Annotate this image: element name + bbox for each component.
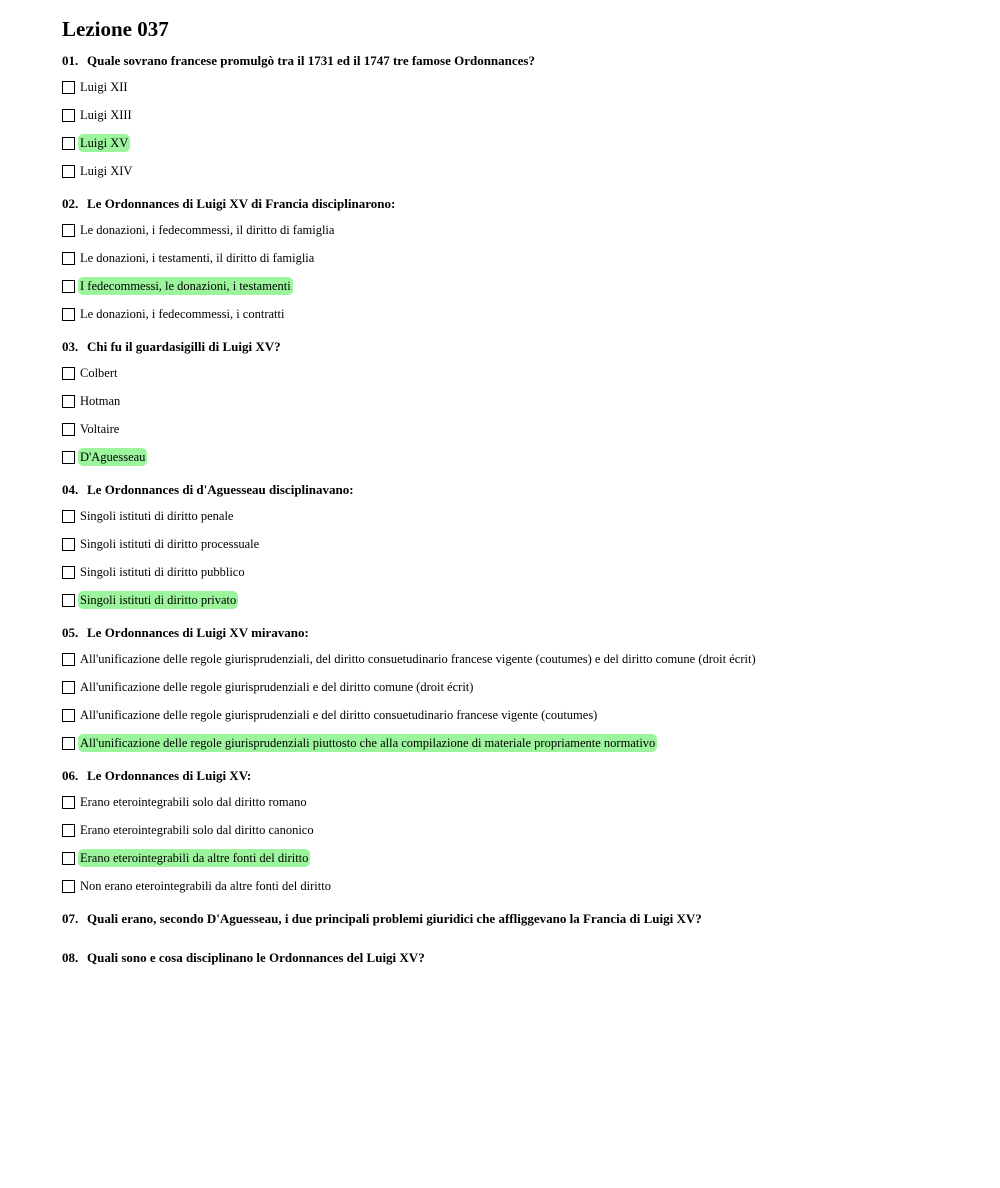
question-block	[62, 53, 982, 181]
answer-label: Singoli istituti di diritto penale	[80, 509, 234, 523]
answer-option[interactable]	[62, 220, 982, 240]
answer-option[interactable]	[62, 534, 982, 554]
question-number: 08.	[62, 950, 79, 965]
answer-checkbox[interactable]	[62, 594, 75, 607]
answer-label: Le donazioni, i testamenti, il diritto di famiglia	[80, 251, 315, 265]
answer-option[interactable]	[62, 248, 982, 268]
answer-checkbox[interactable]	[62, 81, 75, 94]
answer-option[interactable]	[62, 792, 982, 812]
answer-option[interactable]	[62, 848, 982, 868]
answer-checkbox[interactable]	[62, 681, 75, 694]
answer-label: Erano eterointegrabili solo dal diritto canonico	[80, 823, 314, 837]
answer-label: All'unificazione delle regole giurisprudenziali e del diritto comune (droit écrit)	[80, 680, 474, 694]
answer-option[interactable]	[62, 161, 982, 181]
answer-option[interactable]	[62, 876, 982, 896]
answer-checkbox[interactable]	[62, 423, 75, 436]
answer-option[interactable]	[62, 590, 982, 610]
question-heading	[62, 53, 982, 69]
answer-label: Luigi XIV	[80, 164, 133, 178]
question-number: 04.	[62, 482, 79, 497]
correct-answer-label: I fedecommessi, le donazioni, i testamenti	[80, 279, 291, 293]
answer-label: Singoli istituti di diritto processuale	[80, 537, 260, 551]
question-block	[62, 339, 982, 467]
answer-option[interactable]	[62, 77, 982, 97]
question-heading	[62, 950, 982, 966]
answer-label: Luigi XII	[80, 80, 128, 94]
answer-label: Voltaire	[80, 422, 120, 436]
answer-checkbox[interactable]	[62, 510, 75, 523]
question-text: Quale sovrano francese promulgò tra il 1731 ed il 1747 tre famose Ordonnances?	[87, 53, 535, 68]
answer-label: Non erano eterointegrabili da altre fonti del diritto	[80, 879, 331, 893]
open-question-list	[62, 911, 982, 966]
answer-checkbox[interactable]	[62, 737, 75, 750]
question-text: Quali erano, secondo D'Aguesseau, i due principali problemi giuridici che affliggevano la Francia di Luigi XV?	[87, 911, 702, 926]
question-number: 01.	[62, 53, 79, 68]
question-text: Le Ordonnances di Luigi XV di Francia disciplinarono:	[87, 196, 396, 211]
answer-checkbox[interactable]	[62, 653, 75, 666]
answer-checkbox[interactable]	[62, 165, 75, 178]
answer-option[interactable]	[62, 419, 982, 439]
question-heading	[62, 625, 982, 641]
answer-option[interactable]	[62, 447, 982, 467]
answer-checkbox[interactable]	[62, 852, 75, 865]
question-number: 06.	[62, 768, 79, 783]
answer-checkbox[interactable]	[62, 367, 75, 380]
answer-option[interactable]	[62, 649, 982, 669]
answer-label: All'unificazione delle regole giurisprudenziali, del diritto consuetudinario francese vigente (coutumes) e del diritto comune (droit écrit)	[80, 652, 756, 666]
correct-answer-label: Luigi XV	[80, 136, 129, 150]
question-number: 03.	[62, 339, 79, 354]
answer-checkbox[interactable]	[62, 308, 75, 321]
answer-label: Singoli istituti di diritto pubblico	[80, 565, 245, 579]
answer-option[interactable]	[62, 677, 982, 697]
question-text: Chi fu il guardasigilli di Luigi XV?	[87, 339, 281, 354]
question-heading	[62, 196, 982, 212]
page-title: Lezione 037	[62, 17, 169, 41]
question-text: Le Ordonnances di d'Aguesseau disciplinavano:	[87, 482, 354, 497]
quiz-page	[62, 16, 982, 989]
answer-checkbox[interactable]	[62, 280, 75, 293]
answer-checkbox[interactable]	[62, 224, 75, 237]
answer-label: Le donazioni, i fedecommessi, i contratti	[80, 307, 285, 321]
question-heading	[62, 768, 982, 784]
answer-option[interactable]	[62, 276, 982, 296]
question-heading	[62, 339, 982, 355]
answer-label: All'unificazione delle regole giurisprudenziali e del diritto consuetudinario francese vigente (coutumes)	[80, 708, 598, 722]
question-block	[62, 196, 982, 324]
answer-checkbox[interactable]	[62, 109, 75, 122]
question-block	[62, 768, 982, 896]
question-text: Quali sono e cosa disciplinano le Ordonnances del Luigi XV?	[87, 950, 425, 965]
question-text: Le Ordonnances di Luigi XV:	[87, 768, 252, 783]
answer-checkbox[interactable]	[62, 824, 75, 837]
answer-checkbox[interactable]	[62, 538, 75, 551]
answer-option[interactable]	[62, 820, 982, 840]
correct-answer-label: Singoli istituti di diritto privato	[80, 593, 237, 607]
answer-checkbox[interactable]	[62, 451, 75, 464]
answer-option[interactable]	[62, 506, 982, 526]
correct-answer-label: Erano eterointegrabili da altre fonti del diritto	[80, 851, 309, 865]
answer-label: Le donazioni, i fedecommessi, il diritto di famiglia	[80, 223, 335, 237]
answer-checkbox[interactable]	[62, 880, 75, 893]
answer-option[interactable]	[62, 105, 982, 125]
answer-option[interactable]	[62, 363, 982, 383]
question-block	[62, 625, 982, 753]
answer-label: Colbert	[80, 366, 118, 380]
correct-answer-label: D'Aguesseau	[80, 450, 146, 464]
answer-option[interactable]	[62, 391, 982, 411]
answer-label: Hotman	[80, 394, 121, 408]
answer-checkbox[interactable]	[62, 395, 75, 408]
answer-checkbox[interactable]	[62, 796, 75, 809]
answer-option[interactable]	[62, 133, 982, 153]
question-heading	[62, 911, 982, 927]
answer-option[interactable]	[62, 304, 982, 324]
question-number: 02.	[62, 196, 79, 211]
answer-checkbox[interactable]	[62, 566, 75, 579]
answer-option[interactable]	[62, 562, 982, 582]
open-question-block	[62, 911, 982, 927]
answer-option[interactable]	[62, 705, 982, 725]
correct-answer-label: All'unificazione delle regole giurisprudenziali piuttosto che alla compilazione di materiale propriamente normativo	[80, 736, 656, 750]
question-number: 07.	[62, 911, 79, 926]
question-text: Le Ordonnances di Luigi XV miravano:	[87, 625, 309, 640]
question-list	[62, 53, 982, 896]
question-block	[62, 482, 982, 610]
answer-label: Erano eterointegrabili solo dal diritto romano	[80, 795, 307, 809]
answer-option[interactable]	[62, 733, 982, 753]
answer-checkbox[interactable]	[62, 252, 75, 265]
question-heading	[62, 482, 982, 498]
answer-label: Luigi XIII	[80, 108, 132, 122]
answer-checkbox[interactable]	[62, 137, 75, 150]
open-question-block	[62, 950, 982, 966]
answer-checkbox[interactable]	[62, 709, 75, 722]
question-number: 05.	[62, 625, 79, 640]
